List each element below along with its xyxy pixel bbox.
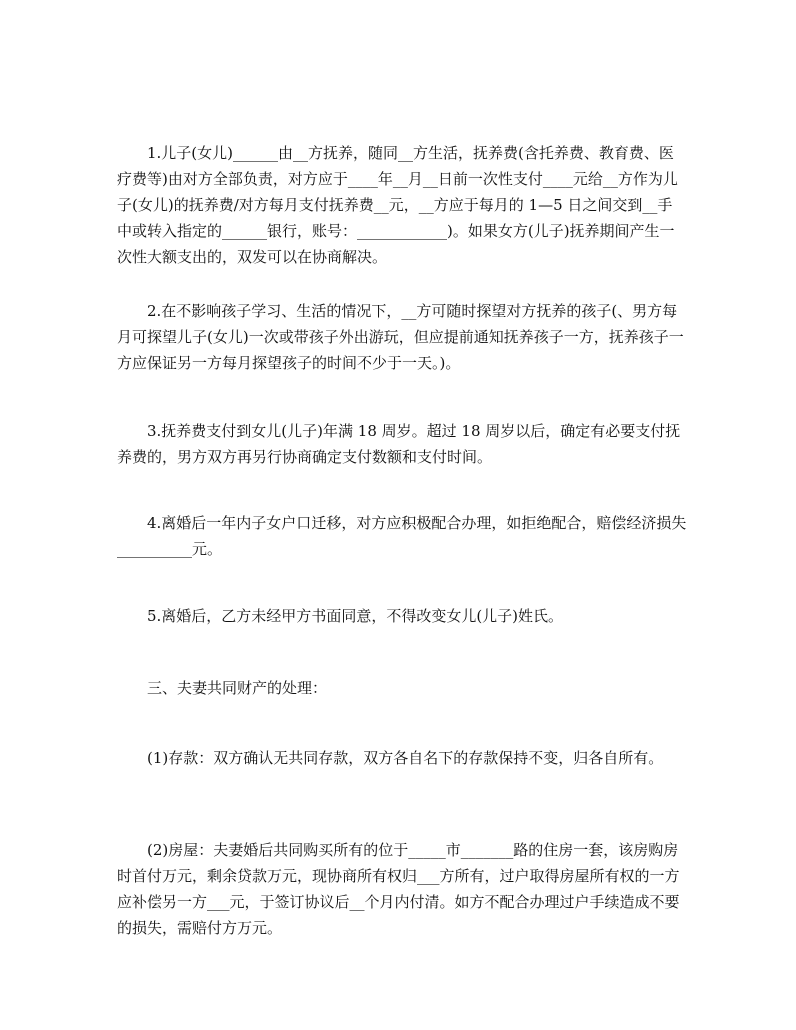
paragraph-deposits: (1)存款：双方确认无共同存款，双方各自名下的存款保持不变，归各自所有。: [147, 749, 664, 767]
paragraph-surname: 5.离婚后，乙方未经甲方书面同意，不得改变女儿(儿子)姓氏。: [147, 607, 564, 625]
paragraph-visitation: 2.在不影响孩子学习、生活的情况下，__方可随时探望对方抚养的孩子(、男方每月可探望儿子(女儿)一次或带孩子外出游玩，但应提前通知抚养孩子一方，抚养孩子一方应保证另一方每月探望孩子的时间不少于一天。)。: [117, 302, 684, 372]
paragraph-child-custody: 1.儿子(女儿)______由__方抚养，随同__方生活，抚养费(含托养费、教育费、医疗费等)由对方全部负责，对方应于____年__月__日前一次性支付____元给__方作为儿子(女儿)的抚养费/对方每月支付抚养费__元，__方应于每月的 1—5 日之间交到__手中或转入指定的______银行，账号：____________)。如果女方(儿子)抚养期间产生一次性大额支出的，双发可以在协商解决。: [117, 144, 678, 266]
section-heading-joint-property: 三、夫妻共同财产的处理：: [147, 679, 328, 697]
paragraph-household-registration: 4.离婚后一年内子女户口迁移，对方应积极配合办理，如拒绝配合，赔偿经济损失__________元。: [117, 514, 687, 558]
paragraph-house: (2)房屋：夫妻婚后共同购买所有的位于_____市_______路的住房一套，该房购房时首付万元，剩余贷款万元，现协商所有权归___方所有，过户取得房屋所有权的一方应补偿另一方___元，于签订协议后__个月内付清。如方不配合办理过户手续造成不要的损失，需赔付方万元。: [117, 841, 680, 937]
paragraph-support-duration: 3.抚养费支付到女儿(儿子)年满 18 周岁。超过 18 周岁以后，确定有必要支付抚养费的，男方双方再另行协商确定支付数额和支付时间。: [117, 422, 681, 466]
